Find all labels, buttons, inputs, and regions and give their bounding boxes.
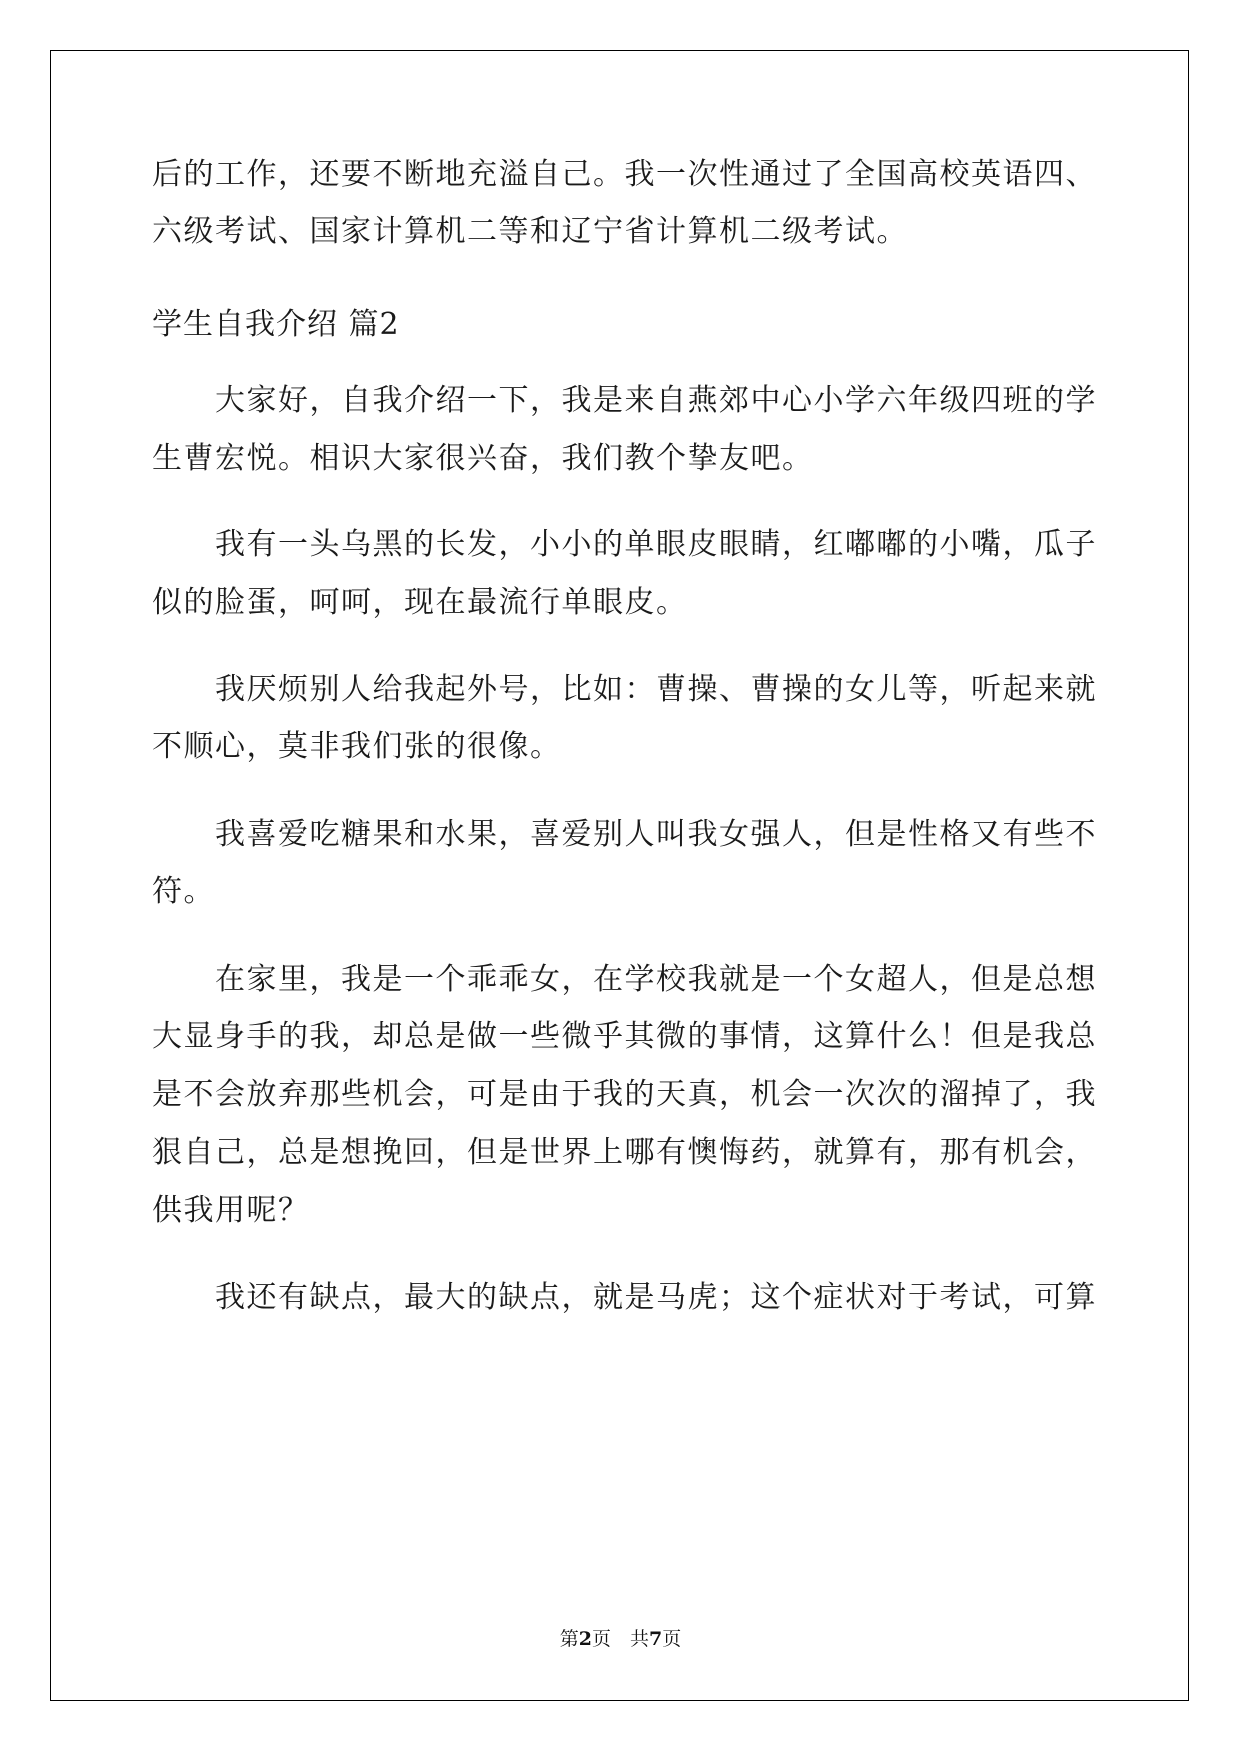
text-line: 是不会放弃那些机会，可是由于我的天真，机会一次次的溜掉了，我 xyxy=(152,1077,1097,1112)
text-line: 似的脸蛋，呵呵，现在最流行单眼皮。 xyxy=(152,585,688,620)
page-border xyxy=(50,50,1189,1701)
page-suffix: 页 xyxy=(662,1628,682,1650)
text-line: 在家里，我是一个乖乖女，在学校我就是一个女超人，但是总想 xyxy=(152,962,1097,997)
page-mid: 页 共 xyxy=(591,1628,649,1650)
text-line: 后的工作，还要不断地充溢自己。我一次性通过了全国高校英语四、 xyxy=(152,157,1097,192)
text-line: 大显身手的我，却总是做一些微乎其微的事情，这算什么！但是我总 xyxy=(152,1019,1097,1054)
page-total: 7 xyxy=(649,1628,663,1650)
text-line: 符。 xyxy=(152,874,215,909)
page-footer xyxy=(0,1627,1241,1651)
text-line: 我厌烦别人给我起外号，比如：曹操、曹操的女儿等，听起来就 xyxy=(152,672,1097,707)
text-line: 我还有缺点，最大的缺点，就是马虎；这个症状对于考试，可算 xyxy=(152,1280,1097,1315)
text-line: 我有一头乌黑的长发，小小的单眼皮眼睛，红嘟嘟的小嘴，瓜子 xyxy=(152,527,1097,562)
text-line: 供我用呢？ xyxy=(152,1193,310,1228)
text-line: 六级考试、国家计算机二等和辽宁省计算机二级考试。 xyxy=(152,214,908,249)
text-line: 生曹宏悦。相识大家很兴奋，我们教个挚友吧。 xyxy=(152,441,814,476)
text-line: 大家好，自我介绍一下，我是来自燕郊中心小学六年级四班的学 xyxy=(152,383,1097,418)
text-line: 我喜爱吃糖果和水果，喜爱别人叫我女强人，但是性格又有些不 xyxy=(152,817,1097,852)
text-line: 狠自己，总是想挽回，但是世界上哪有懊悔药，就算有，那有机会， xyxy=(152,1135,1097,1170)
text-line: 不顺心，莫非我们张的很像。 xyxy=(152,729,562,764)
section-heading: 学生自我介绍 篇2 xyxy=(152,307,400,342)
page-prefix: 第 xyxy=(559,1628,579,1650)
page-current: 2 xyxy=(578,1628,592,1650)
